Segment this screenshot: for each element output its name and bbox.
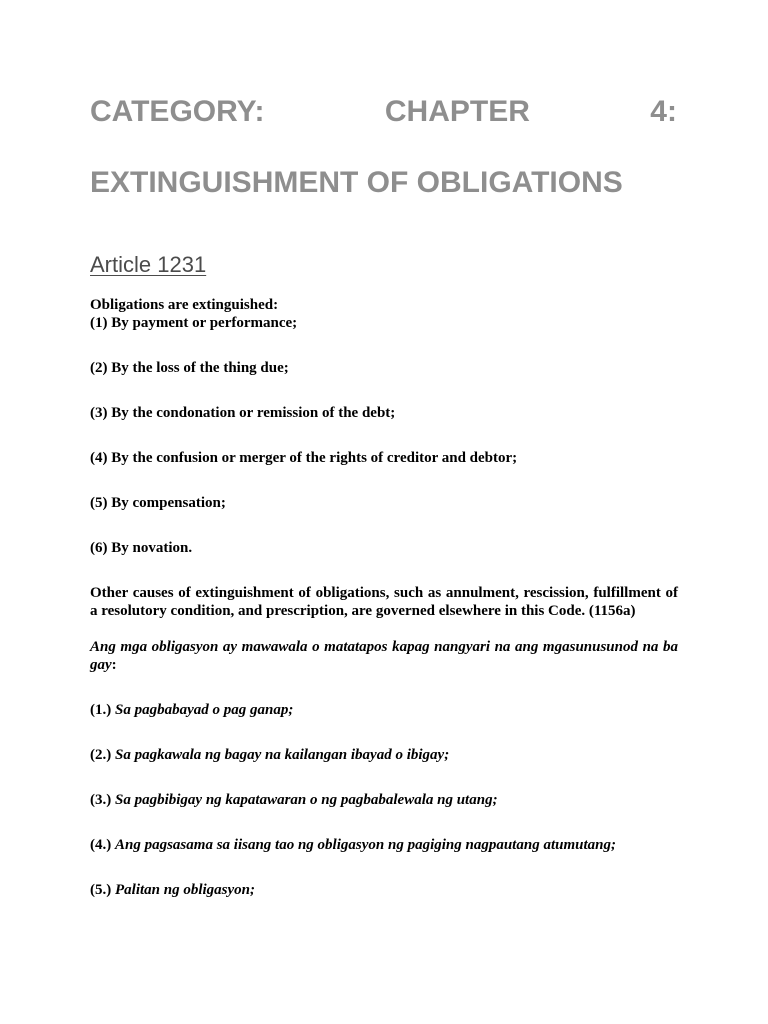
tagalog-item	[90, 836, 678, 854]
english-intro: Obligations are extinguished:	[90, 297, 279, 313]
english-item: (6) By novation.	[90, 540, 193, 556]
tagalog-intro-word: gay	[90, 657, 112, 673]
tagalog-item-number: (5.)	[90, 882, 112, 898]
english-note-paragraph	[90, 584, 678, 620]
english-note-line: a resolutory condition, and prescription, are governed elsewhere in this Code. (1156a)	[90, 603, 636, 619]
tagalog-intro-line: Ang mga obligasyon ay mawawala o matatapos kapag nangyari na ang mgasunusunod na ba	[90, 639, 678, 655]
tagalog-intro-colon: :	[111, 657, 117, 673]
heading-chapter-word: CHAPTER	[384, 95, 530, 128]
english-item: (1) By payment or performance;	[90, 315, 298, 331]
tagalog-item	[90, 791, 678, 809]
tagalog-item-text: Sa pagkawala ng bagay na kailangan ibayad o ibigay;	[115, 747, 450, 763]
chapter-title: EXTINGUISHMENT OF OBLIGATIONS	[90, 166, 623, 199]
tagalog-item-text: Ang pagsasama sa iisang tao ng obligasyon ng pagiging nagpautang atumutang;	[115, 837, 616, 853]
tagalog-item	[90, 881, 678, 899]
tagalog-item-number: (3.)	[90, 792, 112, 808]
english-item: (5) By compensation;	[90, 495, 226, 511]
english-item: (3) By the condonation or remission of the debt;	[90, 405, 396, 421]
tagalog-item	[90, 701, 678, 719]
tagalog-item-text: Sa pagbibigay ng kapatawaran o ng pagbabalewala ng utang;	[115, 792, 498, 808]
chapter-heading	[90, 94, 677, 130]
heading-category-word: CATEGORY:	[90, 95, 265, 128]
tagalog-item-number: (1.)	[90, 702, 112, 718]
article-title: Article 1231	[90, 252, 207, 277]
tagalog-intro-paragraph	[90, 638, 678, 674]
english-note-line: Other causes of extinguishment of obligations, such as annulment, rescission, fulfillment of	[90, 585, 678, 601]
english-item: (4) By the confusion or merger of the rights of creditor and debtor;	[90, 450, 518, 466]
tagalog-item	[90, 746, 678, 764]
article-body	[90, 296, 678, 899]
english-item: (2) By the loss of the thing due;	[90, 360, 289, 376]
tagalog-item-text: Sa pagbabayad o pag ganap;	[115, 702, 294, 718]
tagalog-item-text: Palitan ng obligasyon;	[115, 882, 256, 898]
heading-chapter-number: 4:	[650, 95, 677, 128]
tagalog-intro-line	[90, 656, 678, 674]
tagalog-item-number: (2.)	[90, 747, 112, 763]
tagalog-item-number: (4.)	[90, 837, 112, 853]
